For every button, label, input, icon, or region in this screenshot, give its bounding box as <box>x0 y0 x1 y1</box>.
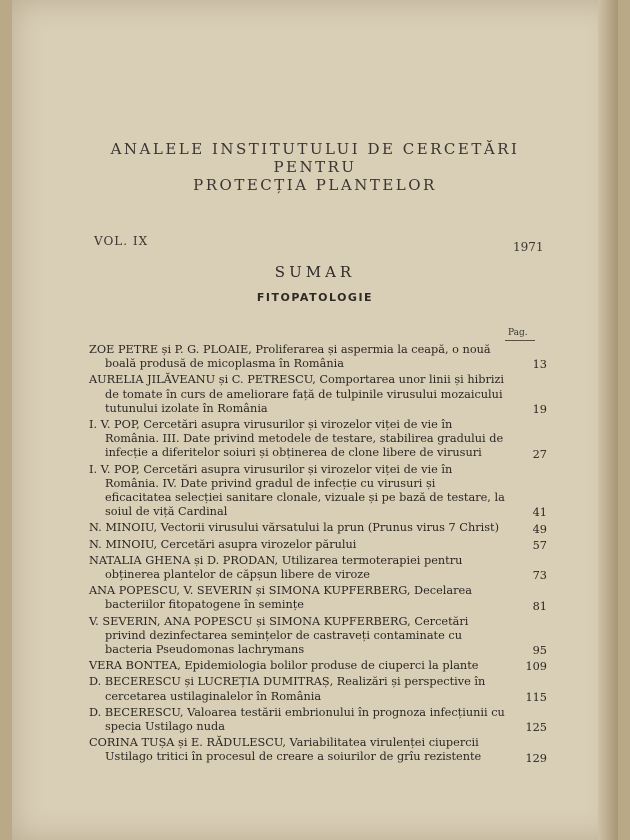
toc-entry-text: NATALIA GHENA și D. PRODAN, Utilizarea termoterapiei pentru obținerea plantelor de căpșun libere de viroze <box>89 553 463 582</box>
journal-title-line2: PENTRU <box>273 158 357 176</box>
year-label: 1971 <box>513 240 544 254</box>
journal-title <box>0 140 630 194</box>
section-title: FITOPATOLOGIE <box>256 291 374 304</box>
toc-entry-text: D. BECERESCU și LUCREȚIA DUMITRAȘ, Realizări și perspective în cercetarea ustilaginalelor în România <box>89 675 486 703</box>
toc-entry-page: 41 <box>532 506 547 520</box>
toc-entry-text: D. BECERESCU, Valoarea testării embrionului în prognoza infecțiunii cu specia Ustilago nuda <box>89 705 505 734</box>
toc-entry <box>89 463 547 520</box>
toc-entry-page: 95 <box>532 644 547 658</box>
toc-entry <box>89 736 547 764</box>
toc-entry <box>89 538 547 552</box>
toc-entry-page: 109 <box>525 660 547 674</box>
toc-entry-page: 13 <box>532 358 547 372</box>
toc-entry-page: 129 <box>525 751 547 765</box>
toc-entry-text: V. SEVERIN, ANA POPESCU și SIMONA KUPFERBERG, Cercetări privind dezinfectarea semințelor de castraveți contaminate cu bacteria Pseudomonas lachrymans <box>89 614 469 657</box>
toc-entry <box>89 418 547 461</box>
toc-entry-text: I. V. POP, Cercetări asupra virusurilor și virozelor viței de vie în România. IV. Date privind gradul de infecție cu virusuri și eficacitatea selecției sanitare clonale, vizuale și pe bază de testare, la soiul de viță Cardinal <box>89 462 505 519</box>
toc-entry-text: VERA BONTEA, Epidemiologia bolilor produse de ciuperci la plante <box>89 659 479 673</box>
toc-entry-text: N. MINOIU, Cercetări asupra virozelor părului <box>89 537 357 551</box>
page-column-rule <box>505 340 535 341</box>
toc-entry-page: 27 <box>532 447 547 461</box>
toc-entry <box>89 675 547 703</box>
toc-entry <box>89 343 547 371</box>
toc-entry-page: 57 <box>532 538 547 552</box>
toc-entry-text: N. MINOIU, Vectorii virusului vărsatului la prun (Prunus virus 7 Christ) <box>89 521 499 535</box>
toc-entry <box>89 554 547 582</box>
toc-entry-text: AURELIA JILĂVEANU și C. PETRESCU, Comportarea unor linii și hibrizi de tomate în curs de ameliorare față de tulpinile virusului mozaicului tutunului izolate în România <box>89 373 505 415</box>
toc-entry-text: CORINA TUȘA și E. RĂDULESCU, Variabilitatea virulenței ciupercii Ustilago tritici în procesul de creare a soiurilor de grîu rezistente <box>89 736 482 764</box>
journal-title-line3: PROTECȚIA PLANTELOR <box>193 176 437 194</box>
volume-label: VOL. IX <box>94 234 149 248</box>
toc-entry-page: 19 <box>532 403 547 417</box>
contents-title: SUMAR <box>274 263 356 281</box>
toc-entry <box>89 521 547 535</box>
toc-entry-page: 125 <box>525 721 547 735</box>
toc-entry-page: 49 <box>532 522 547 536</box>
journal-title-line1: ANALELE INSTITUTULUI DE CERCETĂRI <box>110 140 520 158</box>
page-column-label: Pag. <box>508 328 528 338</box>
toc-entry-page: 115 <box>525 690 547 704</box>
toc-entry <box>89 584 547 612</box>
toc-entry-text: ZOE PETRE și P. G. PLOAIE, Proliferarea și aspermia la ceapă, o nouă boală produsă de micoplasma în România <box>89 343 491 371</box>
toc-entry <box>89 659 547 673</box>
toc-entry-page: 81 <box>532 599 547 613</box>
toc-entry <box>89 706 547 734</box>
toc-entry <box>89 615 547 658</box>
toc-entry-page: 73 <box>532 569 547 583</box>
table-of-contents <box>89 343 547 767</box>
book-spine <box>598 0 618 840</box>
toc-entry-text: I. V. POP, Cercetări asupra virusurilor și virozelor viței de vie în România. III. Date privind metodele de testare, stabilirea gradului de infecție a diferitelor soiuri și obținerea de clone libere de virusuri <box>89 418 504 460</box>
toc-entry-text: ANA POPESCU, V. SEVERIN și SIMONA KUPFERBERG, Decelarea bacteriilor fitopatogene în semințe <box>89 584 472 612</box>
toc-entry <box>89 373 547 416</box>
